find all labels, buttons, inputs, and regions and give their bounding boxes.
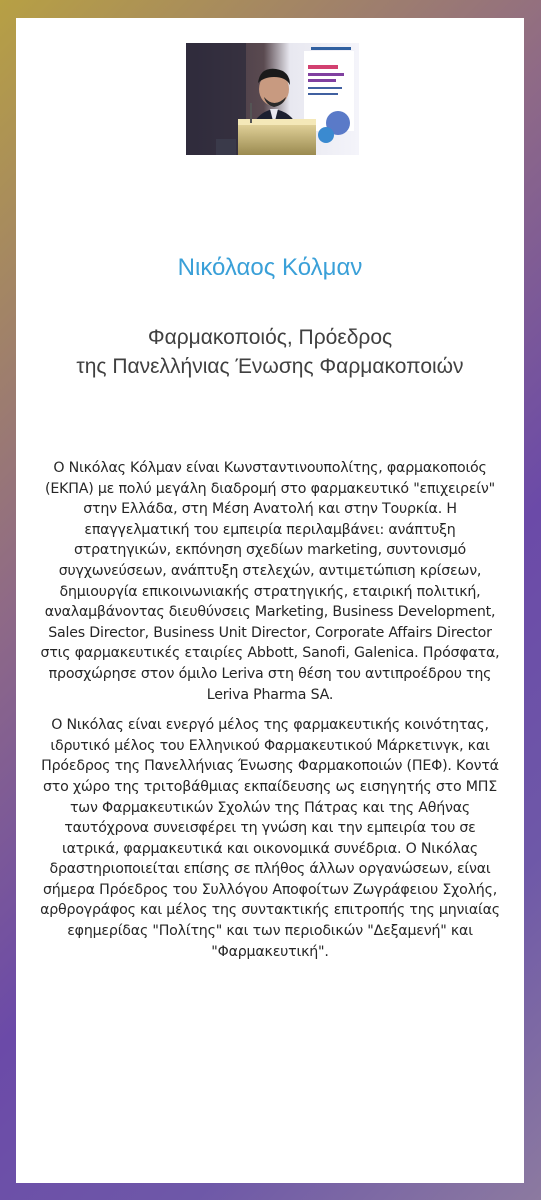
- speaker-photo: [186, 43, 359, 155]
- person-title: [16, 323, 524, 381]
- bio-paragraph-1: Ο Νικόλας Κόλμαν είναι Κωνσταντινουπολίτης, φαρμακοποιός (ΕΚΠΑ) με πολύ μεγάλη διαδρομή στο φαρμακευτικό "επιχειρείν" στην Ελλάδα, στη Μέση Ανατολή και στην Τουρκία. Η επαγγελματική του εμπειρία περιλαμβάνει: ανάπτυξη στρατηγικών, εκπόνηση σχεδίων marketing, συντονισμό συγχωνεύσεων, ανάπτυξη στελεχών, αντιμετώπιση κρίσεων, δημιουργία επικοινωνιακής στρατηγικής, εταιρική πολιτική, αναλαμβάνοντας διευθύνσεις Marketing, Business Development, Sales Director, Business Unit Director, Corporate Affairs Director στις φαρμακευτικές εταιρίες Abbott, Sanofi, Galenica. Πρόσφατα, προσχώρησε στον όμιλο Leriva στη θέση του αντιπροέδρου της Leriva Pharma SA.: [40, 460, 500, 703]
- profile-card: [16, 18, 524, 1183]
- biography: [36, 458, 504, 972]
- title-line-2: της Πανελλήνιας Ένωσης Φαρμακοποιών: [76, 355, 464, 378]
- title-line-1: Φαρμακοποιός, Πρόεδρος: [147, 326, 393, 349]
- speaker-at-podium-photo: [186, 43, 359, 155]
- bio-paragraph-2: Ο Νικόλας είναι ενεργό μέλος της φαρμακευτικής κοινότητας, ιδρυτικό μέλος του Ελληνικού Φαρμακευτικού Μάρκετινγκ, και Πρόεδρος της Πανελλήνιας Ένωσης Φαρμακοποιών (ΠΕΦ). Κοντά στο χώρο της τριτοβάθμιας εκπαίδευσης ως εισηγητής στο ΜΠΣ των Φαρμακευτικών Σχολών της Πάτρας και της Αθήνας ταυτόχρονα συνεισφέρει τη γνώση και την εμπειρία του σε ιατρικά, φαρμακευτικά και οικονομικά συνέδρια. Ο Νικόλας δραστηριοποιείται επίσης σε πλήθος άλλων οργανώσεων, είναι σήμερα Πρόεδρος του Συλλόγου Αποφοίτων Ζωγράφειου Σχολής, αρθρογράφος και μέλος της συντακτικής επιτροπής της μηνιαίας εφημερίδας "Πολίτης" και των περιοδικών "Δεξαμενή" και "Φαρμακευτική".: [40, 717, 500, 960]
- person-name: Νικόλαος Κόλμαν: [177, 254, 363, 281]
